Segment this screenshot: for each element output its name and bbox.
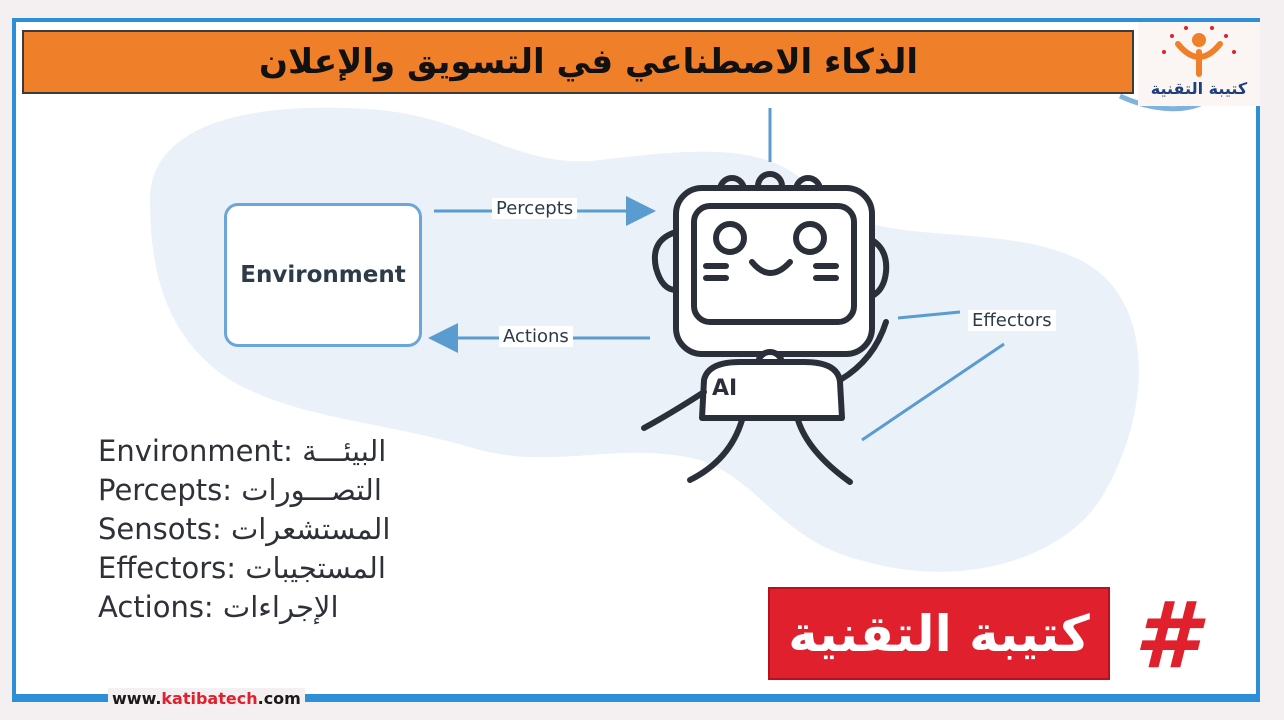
- website-link[interactable]: [108, 688, 305, 710]
- banner-text: كتيبة التقنية: [788, 604, 1090, 663]
- robot-chest-label: AI: [712, 376, 738, 401]
- actions-label: Actions: [499, 326, 573, 347]
- glossary-english: Sensots:: [98, 512, 222, 546]
- glossary: [98, 432, 418, 627]
- robot-icon: [644, 174, 886, 482]
- glossary-arabic: المستجيبات: [245, 551, 386, 585]
- glossary-item: [98, 549, 418, 588]
- environment-box: [224, 203, 422, 347]
- glossary-item: [98, 588, 418, 627]
- effectors-line-bottom: [862, 344, 1004, 440]
- glossary-arabic: المستشعرات: [230, 512, 391, 546]
- glossary-item: [98, 432, 418, 471]
- glossary-item: [98, 471, 418, 510]
- glossary-arabic: البيئـــة: [302, 434, 387, 468]
- glossary-arabic: التصـــورات: [241, 473, 382, 507]
- percepts-label: Percepts: [492, 198, 577, 219]
- effectors-label: Effectors: [968, 310, 1056, 331]
- glossary-english: Environment:: [98, 434, 293, 468]
- glossary-arabic: الإجراءات: [222, 590, 339, 624]
- effectors-line-top: [898, 312, 960, 318]
- page-title: الذكاء الاصطناعي في التسويق والإعلان: [259, 42, 918, 82]
- url-domain: katibatech: [161, 689, 258, 708]
- url-prefix: www.: [112, 689, 162, 708]
- glossary-english: Percepts:: [98, 473, 233, 507]
- brand-banner: [768, 587, 1110, 680]
- environment-label: Environment: [240, 262, 406, 288]
- glossary-english: Actions:: [98, 590, 214, 624]
- url-suffix: .com: [257, 689, 301, 708]
- logo-text: كتيبة التقنية: [1150, 79, 1248, 98]
- glossary-english: Effectors:: [98, 551, 237, 585]
- glossary-item: [98, 510, 418, 549]
- hashtag-icon: #: [1133, 582, 1198, 689]
